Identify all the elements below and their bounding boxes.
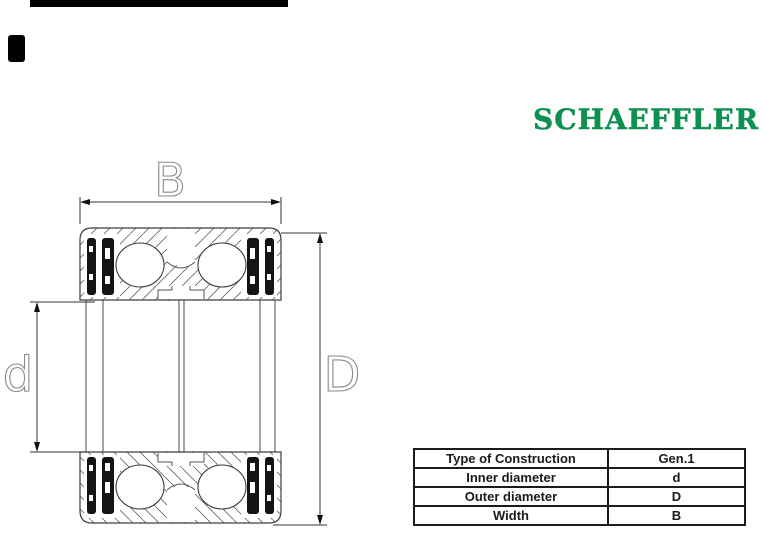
table-row <box>414 468 745 487</box>
bearing-bottom-section <box>80 452 281 523</box>
dim-label-D: D <box>323 347 361 403</box>
schaeffler-logo: SCHAEFFLER <box>533 103 760 136</box>
spec-label: Type of Construction <box>414 449 608 468</box>
table-row <box>414 506 745 525</box>
dim-label-d: d <box>2 347 34 403</box>
spec-label: Inner diameter <box>414 468 608 487</box>
dim-label-B: B <box>154 153 186 207</box>
spec-label: Width <box>414 506 608 525</box>
spec-value: D <box>608 487 745 506</box>
spec-value: d <box>608 468 745 487</box>
bearing-bore-lines <box>86 300 275 452</box>
bearing-top-section <box>80 228 281 300</box>
spec-value: Gen.1 <box>608 449 745 468</box>
spec-table <box>413 448 746 526</box>
table-row <box>414 487 745 506</box>
table-row <box>414 449 745 468</box>
dimension-inner-d <box>30 302 95 452</box>
spec-value: B <box>608 506 745 525</box>
spec-label: Outer diameter <box>414 487 608 506</box>
